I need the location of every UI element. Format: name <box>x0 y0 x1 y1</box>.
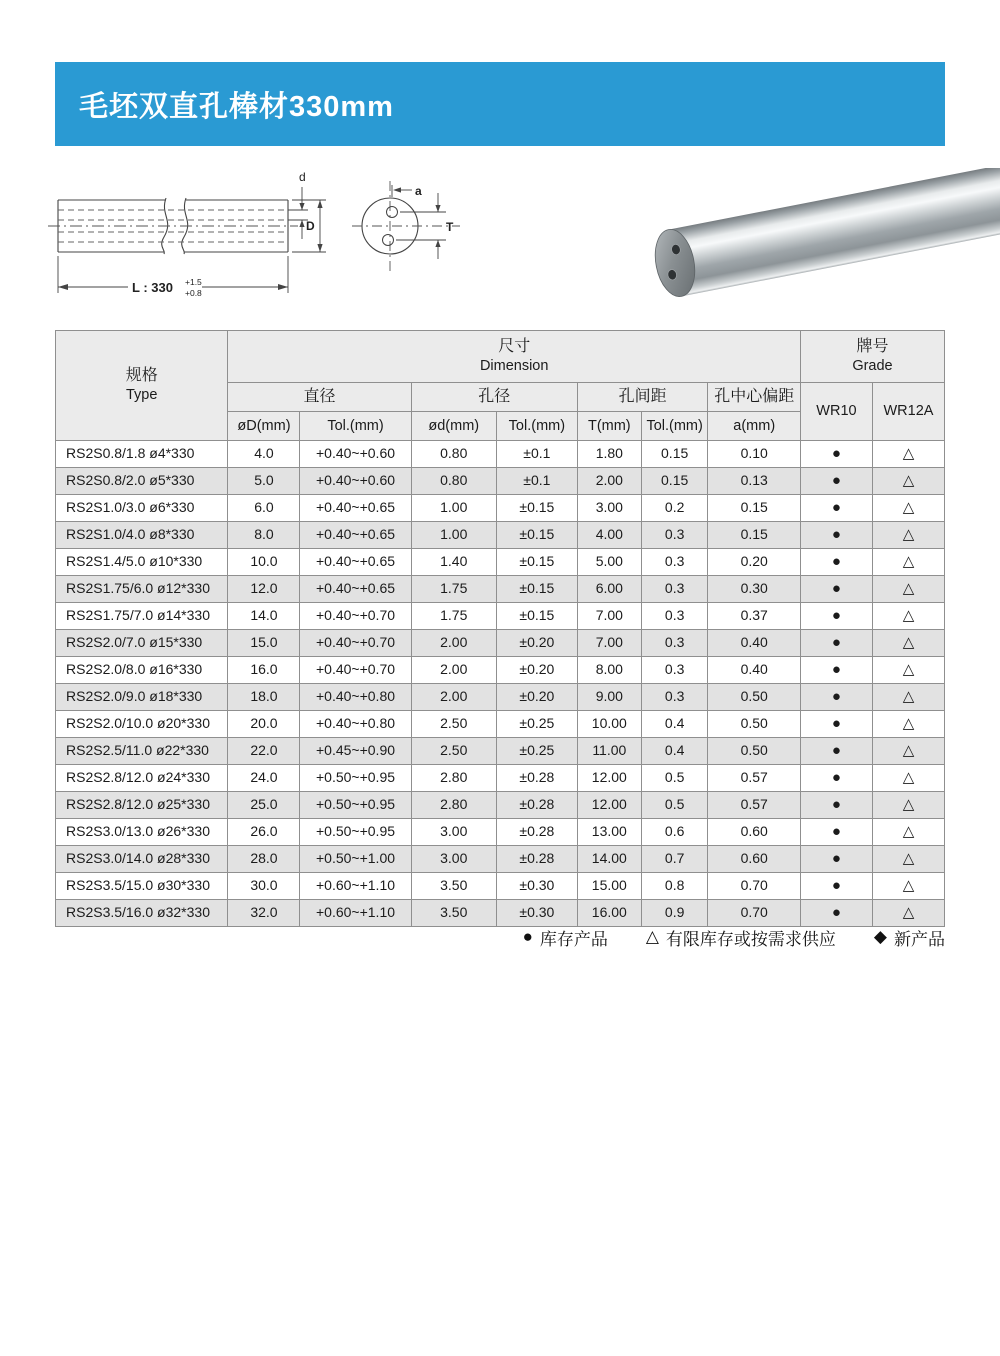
col-header-dimension-zh: 尺寸 <box>498 338 531 356</box>
type-cell: RS2S2.0/8.0 ø16*330 <box>56 657 228 684</box>
grade-mark-cell: △ <box>872 549 944 576</box>
group-header-hole-spacing: 孔间距 <box>577 383 708 412</box>
value-cell: 0.30 <box>708 576 800 603</box>
col-header-a: a(mm) <box>708 412 800 441</box>
col-header-dimension-en: Dimension <box>479 358 549 375</box>
col-header-grade <box>800 331 944 383</box>
grade-mark-cell: △ <box>872 738 944 765</box>
value-cell: 0.60 <box>708 819 800 846</box>
grade-mark-cell: △ <box>872 873 944 900</box>
grade-mark-cell: △ <box>872 711 944 738</box>
legend-item-limited <box>646 925 836 950</box>
value-cell: +0.50~+0.95 <box>300 765 411 792</box>
col-header-od: øD(mm) <box>228 412 300 441</box>
group-header-center-offset: 孔中心偏距 <box>708 383 800 412</box>
table-row <box>56 738 945 765</box>
value-cell: +0.40~+0.70 <box>300 657 411 684</box>
value-cell: 14.00 <box>577 846 641 873</box>
value-cell: 3.50 <box>411 900 496 927</box>
type-cell: RS2S3.0/13.0 ø26*330 <box>56 819 228 846</box>
grade-mark-cell: △ <box>872 765 944 792</box>
value-cell: 0.5 <box>641 792 708 819</box>
table-row <box>56 684 945 711</box>
grade-mark-cell: △ <box>872 819 944 846</box>
value-cell: ±0.28 <box>496 765 577 792</box>
grade-mark-cell: ● <box>800 657 872 684</box>
value-cell: 0.3 <box>641 657 708 684</box>
value-cell: +0.40~+0.80 <box>300 711 411 738</box>
table-row <box>56 522 945 549</box>
value-cell: 0.70 <box>708 900 800 927</box>
grade-mark-cell: ● <box>800 765 872 792</box>
value-cell: 0.3 <box>641 684 708 711</box>
triangle-icon: △ <box>645 927 659 946</box>
value-cell: ±0.15 <box>496 495 577 522</box>
table-row <box>56 765 945 792</box>
value-cell: +0.60~+1.10 <box>300 873 411 900</box>
value-cell: ±0.1 <box>496 468 577 495</box>
value-cell: ±0.28 <box>496 846 577 873</box>
value-cell: +0.40~+0.65 <box>300 522 411 549</box>
value-cell: 3.00 <box>411 846 496 873</box>
value-cell: 0.70 <box>708 873 800 900</box>
type-cell: RS2S1.75/6.0 ø12*330 <box>56 576 228 603</box>
value-cell: 7.00 <box>577 603 641 630</box>
value-cell: 0.3 <box>641 522 708 549</box>
col-header-t: T(mm) <box>577 412 641 441</box>
grade-mark-cell: ● <box>800 711 872 738</box>
value-cell: 14.0 <box>228 603 300 630</box>
grade-mark-cell: ● <box>800 900 872 927</box>
legend-label-new: 新产品 <box>894 929 945 949</box>
type-cell: RS2S2.0/7.0 ø15*330 <box>56 630 228 657</box>
value-cell: 0.2 <box>641 495 708 522</box>
value-cell: +0.50~+0.95 <box>300 792 411 819</box>
value-cell: 8.0 <box>228 522 300 549</box>
value-cell: 12.00 <box>577 792 641 819</box>
grade-mark-cell: ● <box>800 495 872 522</box>
value-cell: 0.4 <box>641 738 708 765</box>
value-cell: 1.00 <box>411 495 496 522</box>
type-cell: RS2S0.8/1.8 ø4*330 <box>56 441 228 468</box>
value-cell: 0.7 <box>641 846 708 873</box>
value-cell: 3.00 <box>411 819 496 846</box>
value-cell: 0.6 <box>641 819 708 846</box>
value-cell: 5.0 <box>228 468 300 495</box>
value-cell: 15.0 <box>228 630 300 657</box>
value-cell: 26.0 <box>228 819 300 846</box>
value-cell: 0.15 <box>641 441 708 468</box>
group-header-hole-diameter: 孔径 <box>411 383 577 412</box>
col-header-type <box>56 331 228 441</box>
value-cell: 1.75 <box>411 603 496 630</box>
value-cell: 0.3 <box>641 549 708 576</box>
value-cell: 6.0 <box>228 495 300 522</box>
type-cell: RS2S2.5/11.0 ø22*330 <box>56 738 228 765</box>
value-cell: 2.50 <box>411 738 496 765</box>
grade-mark-cell: △ <box>872 522 944 549</box>
value-cell: 25.0 <box>228 792 300 819</box>
value-cell: ±0.20 <box>496 684 577 711</box>
value-cell: 16.00 <box>577 900 641 927</box>
grade-mark-cell: △ <box>872 846 944 873</box>
type-cell: RS2S2.0/10.0 ø20*330 <box>56 711 228 738</box>
table-row <box>56 495 945 522</box>
grade-mark-cell: △ <box>872 657 944 684</box>
type-cell: RS2S3.5/15.0 ø30*330 <box>56 873 228 900</box>
grade-mark-cell: ● <box>800 576 872 603</box>
grade-mark-cell: △ <box>872 684 944 711</box>
value-cell: 15.00 <box>577 873 641 900</box>
grade-mark-cell: △ <box>872 468 944 495</box>
product-photo <box>620 168 1000 308</box>
dim-label-length-tol-upper: +1.5 <box>185 277 202 287</box>
grade-mark-cell: ● <box>800 684 872 711</box>
value-cell: ±0.20 <box>496 630 577 657</box>
value-cell: +0.50~+1.00 <box>300 846 411 873</box>
filled-circle-icon: ● <box>522 927 533 946</box>
value-cell: 0.20 <box>708 549 800 576</box>
grade-mark-cell: ● <box>800 603 872 630</box>
value-cell: 0.80 <box>411 468 496 495</box>
value-cell: 1.75 <box>411 576 496 603</box>
type-cell: RS2S2.0/9.0 ø18*330 <box>56 684 228 711</box>
value-cell: 3.50 <box>411 873 496 900</box>
value-cell: ±0.25 <box>496 738 577 765</box>
grade-mark-cell: ● <box>800 792 872 819</box>
value-cell: 4.0 <box>228 441 300 468</box>
type-cell: RS2S3.5/16.0 ø32*330 <box>56 900 228 927</box>
dim-label-length: L : 330 <box>132 280 173 295</box>
value-cell: 32.0 <box>228 900 300 927</box>
type-cell: RS2S1.0/4.0 ø8*330 <box>56 522 228 549</box>
value-cell: ±0.15 <box>496 603 577 630</box>
value-cell: 22.0 <box>228 738 300 765</box>
value-cell: 7.00 <box>577 630 641 657</box>
col-header-hd-tol: Tol.(mm) <box>496 412 577 441</box>
value-cell: 0.50 <box>708 711 800 738</box>
grade-mark-cell: ● <box>800 630 872 657</box>
value-cell: 28.0 <box>228 846 300 873</box>
value-cell: 0.80 <box>411 441 496 468</box>
grade-mark-cell: △ <box>872 441 944 468</box>
value-cell: 4.00 <box>577 522 641 549</box>
type-cell: RS2S2.8/12.0 ø25*330 <box>56 792 228 819</box>
table-row <box>56 630 945 657</box>
type-cell: RS2S1.75/7.0 ø14*330 <box>56 603 228 630</box>
value-cell: 0.8 <box>641 873 708 900</box>
grade-mark-cell: △ <box>872 900 944 927</box>
dim-label-a: a <box>415 184 422 198</box>
col-header-dimension <box>228 331 800 383</box>
col-header-type-en: Type <box>126 387 158 404</box>
value-cell: 0.37 <box>708 603 800 630</box>
table-row <box>56 603 945 630</box>
value-cell: ±0.1 <box>496 441 577 468</box>
page-title-banner <box>55 62 945 146</box>
value-cell: 0.10 <box>708 441 800 468</box>
value-cell: 0.3 <box>641 603 708 630</box>
value-cell: ±0.30 <box>496 873 577 900</box>
type-cell: RS2S1.0/3.0 ø6*330 <box>56 495 228 522</box>
value-cell: ±0.25 <box>496 711 577 738</box>
grade-mark-cell: ● <box>800 819 872 846</box>
value-cell: 10.00 <box>577 711 641 738</box>
table-row <box>56 873 945 900</box>
grade-mark-cell: △ <box>872 495 944 522</box>
value-cell: 0.9 <box>641 900 708 927</box>
grade-mark-cell: ● <box>800 873 872 900</box>
grade-mark-cell: △ <box>872 603 944 630</box>
value-cell: 10.0 <box>228 549 300 576</box>
type-cell: RS2S3.0/14.0 ø28*330 <box>56 846 228 873</box>
value-cell: 0.40 <box>708 630 800 657</box>
value-cell: 0.40 <box>708 657 800 684</box>
table-row <box>56 657 945 684</box>
group-header-diameter: 直径 <box>228 383 411 412</box>
spec-table <box>55 330 945 927</box>
value-cell: 3.00 <box>577 495 641 522</box>
value-cell: ±0.30 <box>496 900 577 927</box>
value-cell: +0.50~+0.95 <box>300 819 411 846</box>
filled-diamond-icon: ◆ <box>873 927 887 946</box>
value-cell: 2.80 <box>411 792 496 819</box>
grade-mark-cell: △ <box>872 576 944 603</box>
value-cell: 0.57 <box>708 765 800 792</box>
value-cell: 9.00 <box>577 684 641 711</box>
value-cell: +0.40~+0.65 <box>300 576 411 603</box>
value-cell: +0.40~+0.70 <box>300 603 411 630</box>
table-row <box>56 468 945 495</box>
value-cell: ±0.28 <box>496 792 577 819</box>
grade-mark-cell: ● <box>800 846 872 873</box>
grade-mark-cell: △ <box>872 630 944 657</box>
legend-item-new <box>874 925 945 950</box>
technical-drawing <box>40 165 480 305</box>
legend-label-stock: 库存产品 <box>539 929 608 949</box>
value-cell: 0.60 <box>708 846 800 873</box>
value-cell: 0.5 <box>641 765 708 792</box>
grade-mark-cell: ● <box>800 468 872 495</box>
value-cell: +0.40~+0.70 <box>300 630 411 657</box>
value-cell: 12.00 <box>577 765 641 792</box>
table-row <box>56 549 945 576</box>
value-cell: ±0.15 <box>496 576 577 603</box>
table-row <box>56 576 945 603</box>
value-cell: 0.15 <box>708 495 800 522</box>
col-header-od-tol: Tol.(mm) <box>300 412 411 441</box>
carbide-rod-image <box>650 168 1000 300</box>
grade-mark-cell: △ <box>872 792 944 819</box>
value-cell: 11.00 <box>577 738 641 765</box>
col-header-hd: ød(mm) <box>411 412 496 441</box>
value-cell: 2.00 <box>411 684 496 711</box>
value-cell: +0.40~+0.80 <box>300 684 411 711</box>
value-cell: 18.0 <box>228 684 300 711</box>
value-cell: 5.00 <box>577 549 641 576</box>
value-cell: 1.00 <box>411 522 496 549</box>
value-cell: 0.15 <box>641 468 708 495</box>
dim-label-T: T <box>446 220 454 234</box>
value-cell: 0.3 <box>641 576 708 603</box>
table-row <box>56 792 945 819</box>
value-cell: 8.00 <box>577 657 641 684</box>
value-cell: ±0.20 <box>496 657 577 684</box>
value-cell: 1.80 <box>577 441 641 468</box>
page-title: 毛坯双直孔棒材330mm <box>79 90 394 123</box>
col-header-wr10: WR10 <box>800 383 872 441</box>
value-cell: 13.00 <box>577 819 641 846</box>
col-header-wr12a: WR12A <box>872 383 944 441</box>
value-cell: 0.57 <box>708 792 800 819</box>
value-cell: 2.50 <box>411 711 496 738</box>
value-cell: 30.0 <box>228 873 300 900</box>
grade-mark-cell: ● <box>800 441 872 468</box>
value-cell: ±0.15 <box>496 522 577 549</box>
value-cell: 12.0 <box>228 576 300 603</box>
grade-mark-cell: ● <box>800 522 872 549</box>
value-cell: 0.13 <box>708 468 800 495</box>
value-cell: +0.40~+0.65 <box>300 549 411 576</box>
value-cell: 0.3 <box>641 630 708 657</box>
type-cell: RS2S0.8/2.0 ø5*330 <box>56 468 228 495</box>
value-cell: 2.00 <box>577 468 641 495</box>
col-header-type-zh: 规格 <box>125 367 158 385</box>
value-cell: 6.00 <box>577 576 641 603</box>
value-cell: 20.0 <box>228 711 300 738</box>
type-cell: RS2S1.4/5.0 ø10*330 <box>56 549 228 576</box>
value-cell: 24.0 <box>228 765 300 792</box>
value-cell: 2.80 <box>411 765 496 792</box>
value-cell: 16.0 <box>228 657 300 684</box>
value-cell: 0.50 <box>708 738 800 765</box>
value-cell: 2.00 <box>411 630 496 657</box>
dim-label-D: D <box>306 219 315 233</box>
legend-label-limited: 有限库存或按需求供应 <box>665 929 836 949</box>
grade-mark-cell: ● <box>800 549 872 576</box>
grade-mark-cell: ● <box>800 738 872 765</box>
legend <box>55 922 945 952</box>
col-header-grade-en: Grade <box>852 358 893 375</box>
value-cell: ±0.15 <box>496 549 577 576</box>
value-cell: 0.50 <box>708 684 800 711</box>
value-cell: ±0.28 <box>496 819 577 846</box>
value-cell: 0.15 <box>708 522 800 549</box>
legend-item-stock <box>523 925 608 950</box>
col-header-grade-zh: 牌号 <box>856 338 889 356</box>
type-cell: RS2S2.8/12.0 ø24*330 <box>56 765 228 792</box>
table-row <box>56 711 945 738</box>
value-cell: +0.40~+0.60 <box>300 468 411 495</box>
value-cell: +0.40~+0.60 <box>300 441 411 468</box>
value-cell: +0.60~+1.10 <box>300 900 411 927</box>
table-row <box>56 441 945 468</box>
value-cell: +0.45~+0.90 <box>300 738 411 765</box>
table-row <box>56 846 945 873</box>
table-row <box>56 819 945 846</box>
dim-label-length-tol-lower: +0.8 <box>185 288 202 298</box>
value-cell: +0.40~+0.65 <box>300 495 411 522</box>
spec-table-body <box>56 441 945 927</box>
value-cell: 2.00 <box>411 657 496 684</box>
col-header-t-tol: Tol.(mm) <box>641 412 708 441</box>
value-cell: 0.4 <box>641 711 708 738</box>
dim-label-d: d <box>299 170 306 184</box>
value-cell: 1.40 <box>411 549 496 576</box>
